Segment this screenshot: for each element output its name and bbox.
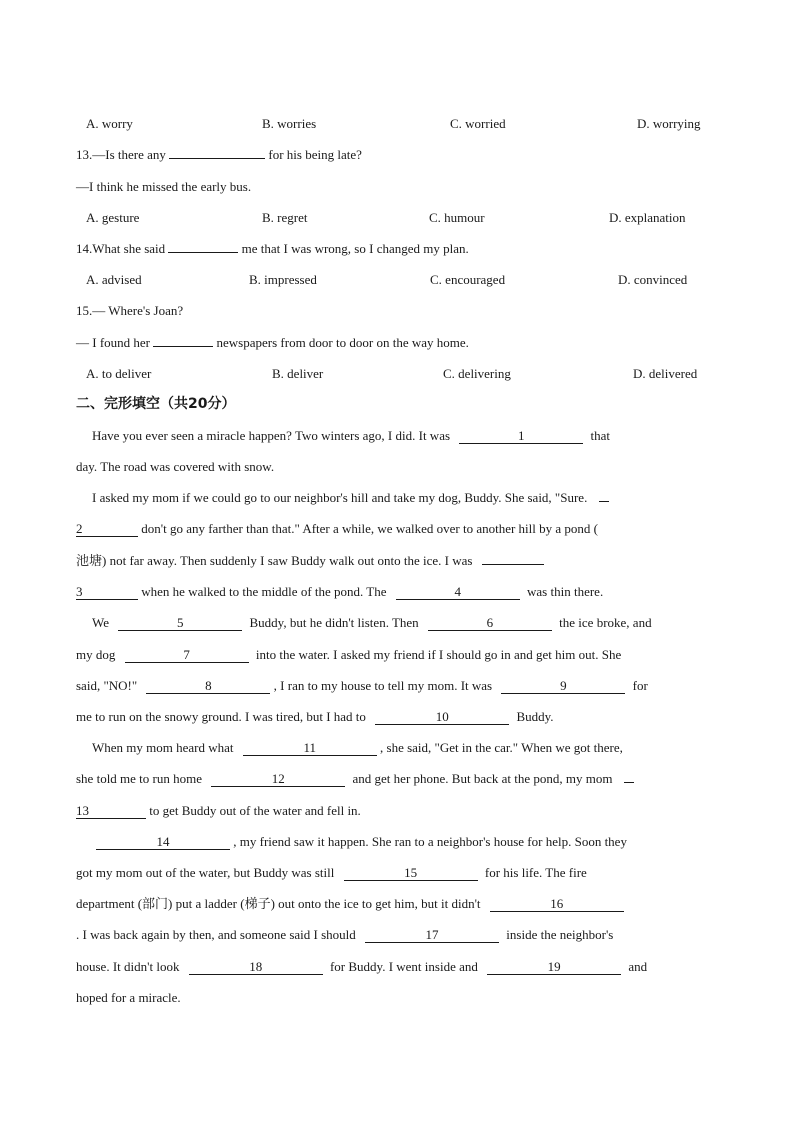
passage-text: . I was back again by then, and someone said I should — [76, 927, 356, 942]
cloze-blank-9: 9 — [501, 679, 625, 694]
q13-stem-text-end: for his being late? — [268, 147, 362, 162]
passage-text: for Buddy. I went inside and — [329, 959, 478, 974]
passage-line: hoped for a miracle. — [76, 990, 181, 1005]
q14-stem-text: 14.What she said — [76, 241, 166, 256]
cloze-blank-4: 4 — [396, 585, 520, 600]
cloze-blank-16: 16 — [490, 897, 624, 912]
q15-reply-text-end: newspapers from door to door on the way home. — [216, 335, 469, 350]
passage-line — [76, 865, 587, 881]
passage-text: 池塘) not far away. Then suddenly I saw Buddy walk out onto the ice. I was — [76, 553, 473, 568]
passage-text: Buddy. — [516, 709, 554, 724]
passage-line: day. The road was covered with snow. — [76, 459, 275, 474]
passage-line — [76, 584, 603, 600]
q13-blank — [169, 158, 265, 159]
passage-line — [76, 521, 598, 537]
passage-text: and — [628, 959, 648, 974]
q15-reply-text: — I found her — [76, 335, 151, 350]
q15-blank — [153, 346, 213, 347]
passage-line — [96, 834, 627, 850]
passage-line — [76, 803, 361, 819]
passage-text: for his life. The fire — [484, 865, 587, 880]
passage-text: my dog — [76, 647, 116, 662]
passage-text: into the water. I asked my friend if I should go in and get him out. She — [255, 647, 622, 662]
passage-text: , she said, "Get in the car." When we got there, — [380, 740, 623, 755]
cloze-blank-10: 10 — [375, 710, 509, 725]
q13-option-d: D. explanation — [609, 210, 686, 225]
passage-line — [76, 959, 647, 975]
q15-option-a: A. to deliver — [86, 366, 152, 381]
passage-text: inside the neighbor's — [506, 927, 614, 942]
cloze-blank-5: 5 — [118, 616, 242, 631]
passage-line — [92, 428, 610, 444]
q15-option-c: C. delivering — [443, 366, 511, 381]
q13-option-c: C. humour — [429, 210, 485, 225]
passage-text: Buddy, but he didn't listen. Then — [249, 615, 419, 630]
cloze-blank-2: 2 — [76, 522, 138, 537]
q13-option-a: A. gesture — [86, 210, 140, 225]
passage-text: got my mom out of the water, but Buddy was still — [76, 865, 335, 880]
q13-stem-text: 13.—Is there any — [76, 147, 166, 162]
passage-text: Have you ever seen a miracle happen? Two winters ago, I did. It was — [92, 428, 451, 443]
q13-reply: —I think he missed the early bus. — [76, 179, 252, 194]
q14-stem — [76, 241, 469, 257]
passage-text: don't go any farther than that." After a while, we walked over to another hill by a pond ( — [141, 521, 598, 536]
q14-blank — [168, 252, 238, 253]
passage-text: When my mom heard what — [92, 740, 234, 755]
passage-line — [92, 490, 609, 506]
passage-line — [76, 771, 634, 787]
cloze-blank-19: 19 — [487, 960, 621, 975]
q15-option-d: D. delivered — [633, 366, 698, 381]
q15-stem: 15.— Where's Joan? — [76, 303, 184, 318]
passage-text: for — [632, 678, 648, 693]
q14-stem-text-end: me that I was wrong, so I changed my plan. — [241, 241, 469, 256]
cloze-blank-11: 11 — [243, 741, 377, 756]
passage-text: the ice broke, and — [559, 615, 652, 630]
q13-option-b: B. regret — [262, 210, 308, 225]
passage-text: to get Buddy out of the water and fell in. — [149, 803, 361, 818]
q12-option-c: C. worried — [450, 116, 506, 131]
passage-line — [76, 647, 621, 663]
cloze-blank-13-start — [624, 782, 634, 783]
cloze-blank-8: 8 — [146, 679, 270, 694]
passage-text: when he walked to the middle of the pond. The — [141, 584, 387, 599]
passage-line — [76, 553, 544, 569]
passage-text: that — [590, 428, 611, 443]
section-heading: 二、完形填空（共20分） — [76, 396, 236, 412]
passage-text: said, "NO!" — [76, 678, 138, 693]
q13-stem — [76, 147, 362, 163]
passage-text: house. It didn't look — [76, 959, 180, 974]
q12-option-a: A. worry — [86, 116, 133, 131]
cloze-blank-15: 15 — [344, 866, 478, 881]
q14-option-b: B. impressed — [249, 272, 317, 287]
passage-text: and get her phone. But back at the pond, my mom — [352, 771, 613, 786]
cloze-blank-12: 12 — [211, 772, 345, 787]
cloze-blank-2-start — [599, 501, 609, 502]
cloze-blank-18: 18 — [189, 960, 323, 975]
passage-text: department (部门) put a ladder (梯子) out onto the ice to get him, but it didn't — [76, 896, 481, 911]
q14-option-c: C. encouraged — [430, 272, 506, 287]
passage-text: I asked my mom if we could go to our neighbor's hill and take my dog, Buddy. She said, "Sure. — [92, 490, 588, 505]
passage-line — [92, 740, 623, 756]
cloze-blank-6: 6 — [428, 616, 552, 631]
cloze-blank-3-start — [482, 564, 544, 565]
passage-line — [92, 615, 652, 631]
cloze-blank-14: 14 — [96, 835, 230, 850]
passage-text: We — [92, 615, 109, 630]
q15-reply — [76, 335, 469, 351]
cloze-blank-7: 7 — [125, 648, 249, 663]
q14-option-a: A. advised — [86, 272, 142, 287]
passage-text: was thin there. — [527, 584, 604, 599]
cloze-blank-3: 3 — [76, 585, 138, 600]
q15-option-b: B. deliver — [272, 366, 324, 381]
cloze-blank-17: 17 — [365, 928, 499, 943]
passage-text: , my friend saw it happen. She ran to a neighbor's house for help. Soon they — [233, 834, 627, 849]
q12-option-d: D. worrying — [637, 116, 701, 131]
passage-line — [76, 709, 554, 725]
passage-text: , I ran to my house to tell my mom. It was — [273, 678, 493, 693]
passage-line — [76, 896, 624, 912]
cloze-blank-1: 1 — [459, 429, 583, 444]
passage-text: me to run on the snowy ground. I was tired, but I had to — [76, 709, 366, 724]
q12-option-b: B. worries — [262, 116, 317, 131]
passage-text: she told me to run home — [76, 771, 203, 786]
cloze-blank-13: 13 — [76, 804, 146, 819]
passage-line — [76, 927, 613, 943]
q14-option-d: D. convinced — [618, 272, 688, 287]
passage-line — [76, 678, 648, 694]
